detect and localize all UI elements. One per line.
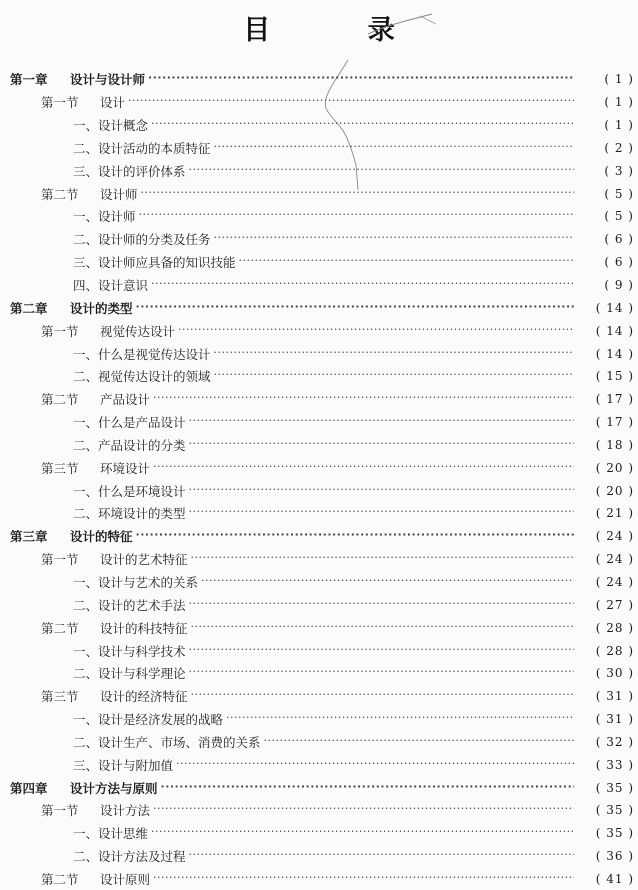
dot-leader xyxy=(189,484,574,498)
toc-entry-page: ( 1 ) xyxy=(604,118,634,133)
toc-entry-title: 设计方法与原则 xyxy=(70,780,158,796)
toc-entry-item xyxy=(0,639,638,662)
toc-entry-title: 一、设计与科学技术 xyxy=(73,643,186,659)
toc-entry-number: 第一节 xyxy=(41,552,79,568)
toc-entry-label xyxy=(73,436,186,454)
toc-entry-page: ( 9 ) xyxy=(604,278,634,293)
dot-leader xyxy=(151,826,574,840)
dot-leader xyxy=(214,369,574,383)
dot-leader xyxy=(153,392,574,406)
dot-leader xyxy=(151,278,574,292)
toc-entry-title: 一、设计师 xyxy=(73,209,136,225)
dot-leader xyxy=(191,552,574,566)
toc-entry-title: 三、设计与附加值 xyxy=(73,757,174,773)
toc-entry-label xyxy=(73,207,136,225)
dot-leader xyxy=(178,324,574,338)
toc-entry-page: ( 28 ) xyxy=(595,620,634,635)
toc-entry-number: 第一节 xyxy=(41,323,79,339)
toc-entry-chapter xyxy=(0,68,638,91)
toc-entry-label xyxy=(41,801,150,819)
toc-entry-page: ( 6 ) xyxy=(604,255,634,270)
toc-entry-section xyxy=(0,616,638,639)
dot-leader xyxy=(139,209,574,223)
toc-entry-item xyxy=(0,822,638,845)
toc-entry-title: 二、设计活动的本质特征 xyxy=(73,140,211,156)
toc-entry-label xyxy=(41,390,150,408)
toc-entry-page: ( 17 ) xyxy=(595,415,634,430)
toc-entry-label xyxy=(73,230,211,248)
toc-entry-page: ( 15 ) xyxy=(595,369,634,384)
toc-entry-title: 一、什么是视觉传达设计 xyxy=(73,346,211,362)
toc-entry-title: 二、视觉传达设计的领域 xyxy=(73,369,211,385)
toc-entry-number: 第二章 xyxy=(10,300,48,316)
toc-entry-label xyxy=(73,482,186,500)
toc-entry-item xyxy=(0,708,638,731)
toc-entry-label xyxy=(73,413,186,431)
dot-leader xyxy=(128,95,574,109)
toc-entry-page: ( 27 ) xyxy=(595,597,634,612)
toc-entry-label xyxy=(10,527,133,545)
toc-entry-label xyxy=(73,596,186,614)
toc-entry-page: ( 21 ) xyxy=(595,506,634,521)
toc-entry-label xyxy=(10,70,145,88)
toc-entry-label xyxy=(73,664,186,682)
toc-entry-number: 第三节 xyxy=(41,460,79,476)
toc-entry-page: ( 1 ) xyxy=(604,95,634,110)
toc-entry-label xyxy=(73,139,211,157)
toc-entry-title: 设计 xyxy=(100,95,126,111)
dot-leader xyxy=(153,872,574,886)
table-of-contents xyxy=(0,68,638,890)
toc-entry-title: 一、设计是经济发展的战略 xyxy=(73,712,224,728)
dot-leader xyxy=(189,415,574,429)
dot-leader xyxy=(189,598,574,612)
dot-leader xyxy=(214,141,574,155)
toc-entry-page: ( 35 ) xyxy=(595,780,634,795)
toc-entry-section xyxy=(0,91,638,114)
toc-entry-item xyxy=(0,502,638,525)
toc-entry-item xyxy=(0,159,638,182)
toc-entry-label xyxy=(41,322,175,340)
toc-entry-number: 第一节 xyxy=(41,95,79,111)
toc-entry-label xyxy=(73,367,211,385)
dot-leader xyxy=(189,666,574,680)
toc-entry-item xyxy=(0,845,638,868)
toc-entry-title: 设计的特征 xyxy=(70,529,133,545)
toc-entry-page: ( 28 ) xyxy=(595,643,634,658)
toc-entry-title: 设计的经济特征 xyxy=(100,689,188,705)
toc-entry-label xyxy=(41,619,188,637)
toc-entry-item xyxy=(0,274,638,297)
toc-entry-page: ( 35 ) xyxy=(595,803,634,818)
toc-entry-title: 二、设计与科学理论 xyxy=(73,666,186,682)
page-title: 目 录 xyxy=(243,15,439,46)
dot-leader xyxy=(239,255,574,269)
toc-entry-page: ( 20 ) xyxy=(595,483,634,498)
toc-entry-label xyxy=(73,710,223,728)
toc-entry-title: 设计的类型 xyxy=(70,300,133,316)
toc-entry-item xyxy=(0,137,638,160)
toc-entry-number: 第二节 xyxy=(41,871,79,887)
toc-entry-chapter xyxy=(0,525,638,548)
toc-entry-item xyxy=(0,114,638,137)
toc-entry-page: ( 36 ) xyxy=(595,849,634,864)
toc-entry-label xyxy=(73,276,148,294)
toc-entry-label xyxy=(73,847,186,865)
toc-entry-title: 二、设计生产、市场、消费的关系 xyxy=(73,734,261,750)
toc-entry-label xyxy=(41,870,150,888)
toc-entry-label xyxy=(10,299,133,317)
toc-entry-page: ( 32 ) xyxy=(595,734,634,749)
toc-entry-title: 一、设计与艺术的关系 xyxy=(73,574,199,590)
toc-entry-label xyxy=(73,733,261,751)
toc-entry-item xyxy=(0,662,638,685)
toc-entry-item xyxy=(0,730,638,753)
toc-entry-section xyxy=(0,456,638,479)
toc-entry-section xyxy=(0,685,638,708)
toc-entry-chapter xyxy=(0,296,638,319)
toc-entry-title: 设计原则 xyxy=(100,871,151,887)
toc-entry-label xyxy=(10,779,158,797)
toc-entry-page: ( 2 ) xyxy=(604,140,634,155)
toc-entry-label xyxy=(73,642,186,660)
toc-entry-title: 产品设计 xyxy=(100,392,151,408)
toc-entry-number: 第二节 xyxy=(41,620,79,636)
toc-entry-title: 设计的科技特征 xyxy=(100,620,188,636)
dot-leader xyxy=(201,575,574,589)
toc-entry-page: ( 24 ) xyxy=(595,529,634,544)
toc-entry-title: 四、设计意识 xyxy=(73,278,149,294)
toc-entry-item xyxy=(0,365,638,388)
toc-entry-label xyxy=(73,573,198,591)
toc-entry-title: 三、设计师应具备的知识技能 xyxy=(73,255,236,271)
toc-entry-item xyxy=(0,479,638,502)
toc-entry-title: 设计方法 xyxy=(100,803,151,819)
toc-entry-title: 一、什么是环境设计 xyxy=(73,483,186,499)
toc-entry-number: 第二节 xyxy=(41,392,79,408)
toc-entry-item xyxy=(0,251,638,274)
toc-entry-page: ( 31 ) xyxy=(595,689,634,704)
toc-entry-page: ( 14 ) xyxy=(595,346,634,361)
dot-leader xyxy=(264,735,574,749)
toc-entry-label xyxy=(41,550,188,568)
toc-entry-item xyxy=(0,753,638,776)
toc-entry-title: 三、设计的评价体系 xyxy=(73,163,186,179)
dot-leader xyxy=(189,164,574,178)
toc-entry-item xyxy=(0,411,638,434)
toc-entry-page: ( 30 ) xyxy=(595,666,634,681)
dot-leader xyxy=(189,438,574,452)
toc-entry-item xyxy=(0,571,638,594)
toc-entry-section xyxy=(0,182,638,205)
toc-entry-page: ( 24 ) xyxy=(595,574,634,589)
toc-entry-number: 第四章 xyxy=(10,780,48,796)
toc-entry-page: ( 5 ) xyxy=(604,186,634,201)
dot-leader xyxy=(214,347,574,361)
toc-entry-page: ( 18 ) xyxy=(595,437,634,452)
toc-entry-page: ( 24 ) xyxy=(595,552,634,567)
toc-entry-label xyxy=(41,93,125,111)
toc-entry-page: ( 3 ) xyxy=(604,163,634,178)
toc-entry-page: ( 41 ) xyxy=(595,871,634,886)
toc-entry-label xyxy=(41,185,138,203)
toc-entry-page: ( 31 ) xyxy=(595,712,634,727)
dot-leader xyxy=(191,621,574,635)
toc-entry-label xyxy=(73,253,236,271)
dot-leader xyxy=(189,849,574,863)
toc-entry-title: 设计与设计师 xyxy=(70,72,146,88)
toc-entry-label xyxy=(73,345,211,363)
dot-leader xyxy=(226,712,574,726)
dot-leader xyxy=(176,758,574,772)
dot-leader xyxy=(161,781,574,795)
toc-entry-label xyxy=(41,687,188,705)
dot-leader xyxy=(191,689,574,703)
dot-leader xyxy=(189,644,574,658)
toc-entry-title: 二、设计方法及过程 xyxy=(73,849,186,865)
toc-entry-title: 设计师 xyxy=(100,186,138,202)
dot-leader xyxy=(136,529,574,543)
toc-entry-label xyxy=(73,116,148,134)
toc-entry-title: 二、产品设计的分类 xyxy=(73,437,186,453)
toc-entry-page: ( 1 ) xyxy=(604,72,634,87)
toc-entry-number: 第三章 xyxy=(10,529,48,545)
toc-entry-item xyxy=(0,228,638,251)
toc-entry-title: 二、设计师的分类及任务 xyxy=(73,232,211,248)
toc-entry-number: 第三节 xyxy=(41,689,79,705)
toc-entry-section xyxy=(0,319,638,342)
toc-entry-item xyxy=(0,205,638,228)
toc-entry-item xyxy=(0,342,638,365)
toc-entry-page: ( 17 ) xyxy=(595,392,634,407)
toc-entry-title: 二、环境设计的类型 xyxy=(73,506,186,522)
toc-entry-section xyxy=(0,799,638,822)
dot-leader xyxy=(214,232,574,246)
toc-entry-page: ( 33 ) xyxy=(595,757,634,772)
toc-entry-section xyxy=(0,868,638,890)
toc-entry-page: ( 14 ) xyxy=(595,323,634,338)
toc-entry-page: ( 35 ) xyxy=(595,826,634,841)
toc-entry-page: ( 20 ) xyxy=(595,460,634,475)
toc-entry-number: 第二节 xyxy=(41,186,79,202)
toc-entry-label xyxy=(73,756,173,774)
toc-entry-page: ( 6 ) xyxy=(604,232,634,247)
dot-leader xyxy=(151,118,574,132)
toc-entry-title: 二、设计的艺术手法 xyxy=(73,597,186,613)
toc-entry-label xyxy=(73,162,186,180)
toc-entry-title: 设计的艺术特征 xyxy=(100,552,188,568)
dot-leader xyxy=(189,506,574,520)
toc-entry-label xyxy=(73,504,186,522)
dot-leader xyxy=(153,461,574,475)
toc-entry-number: 第一章 xyxy=(10,72,48,88)
dot-leader xyxy=(148,72,574,86)
toc-entry-title: 一、设计思维 xyxy=(73,826,149,842)
toc-entry-section xyxy=(0,548,638,571)
dot-leader xyxy=(141,187,574,201)
dot-leader xyxy=(153,803,574,817)
toc-entry-label xyxy=(73,824,148,842)
toc-entry-title: 环境设计 xyxy=(100,460,151,476)
toc-entry-page: ( 14 ) xyxy=(595,300,634,315)
toc-entry-label xyxy=(41,459,150,477)
toc-entry-chapter xyxy=(0,776,638,799)
toc-entry-item xyxy=(0,593,638,616)
toc-entry-title: 一、设计概念 xyxy=(73,118,149,134)
toc-entry-number: 第一节 xyxy=(41,803,79,819)
dot-leader xyxy=(136,301,574,315)
toc-entry-title: 一、什么是产品设计 xyxy=(73,415,186,431)
toc-entry-section xyxy=(0,388,638,411)
toc-entry-item xyxy=(0,434,638,457)
toc-entry-page: ( 5 ) xyxy=(604,209,634,224)
toc-entry-title: 视觉传达设计 xyxy=(100,323,176,339)
